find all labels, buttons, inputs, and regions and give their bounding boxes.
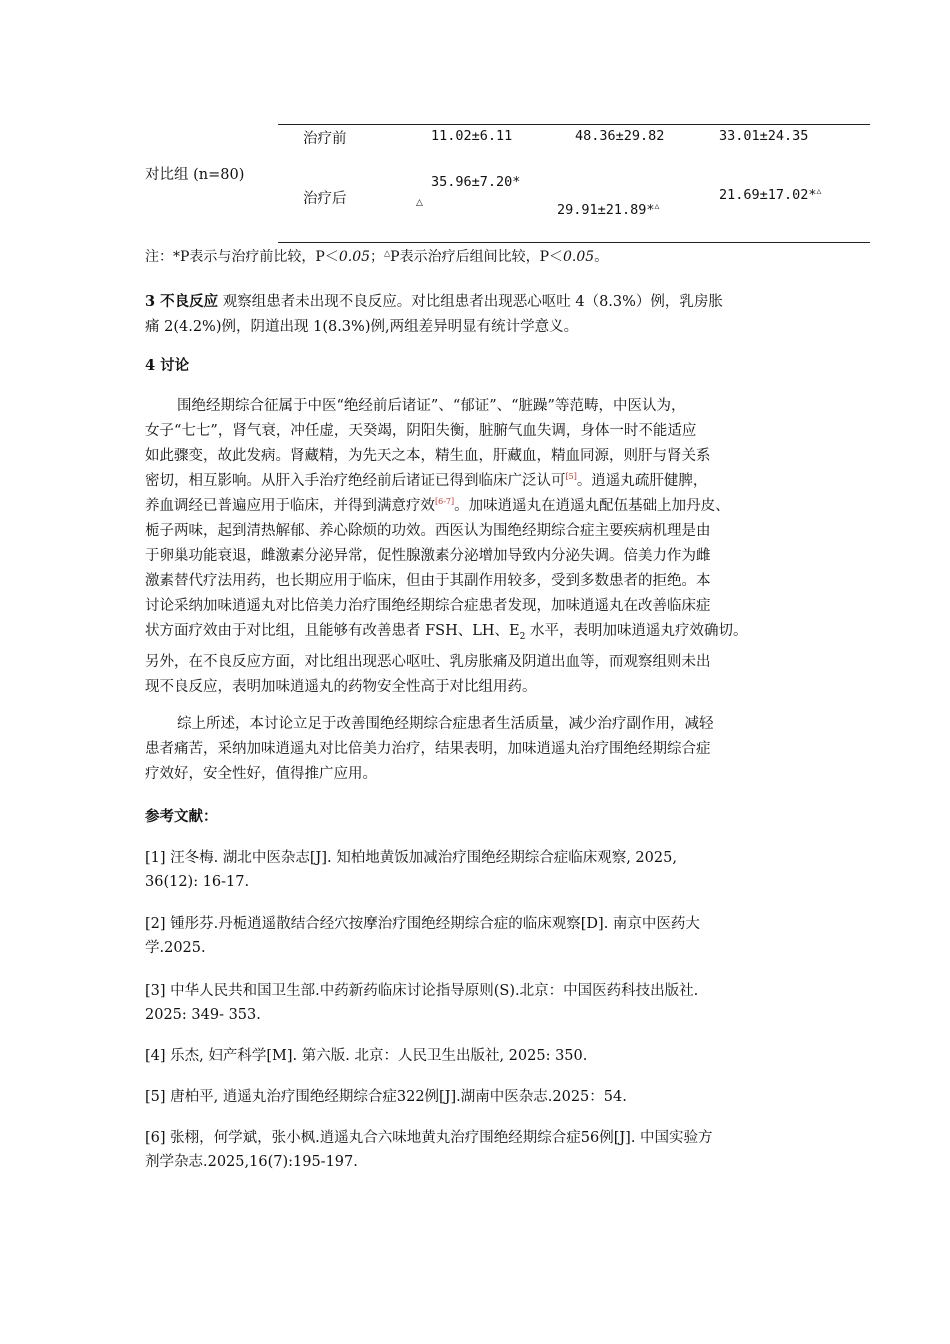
reference-item <box>145 846 825 894</box>
reference-line: 剂学杂志.2025,16(7):195-197. <box>145 1154 358 1170</box>
paragraph-line: 另外，在不良反应方面，对比组出现恶心呕吐、乳房胀痛及阴道出血等，而观察组则未出 <box>145 653 711 670</box>
table-cell: 11.02±6.11 <box>431 128 513 144</box>
reference-item <box>145 979 825 1027</box>
paragraph-line: 观察组患者未出现不良反应。对比组患者出现恶心呕吐 4（8.3%）例，乳房胀 <box>218 294 723 310</box>
table-cell <box>431 174 520 190</box>
triangle-mark: △ <box>816 186 822 196</box>
paragraph-line: 于卵巢功能衰退，雌激素分泌异常，促性腺激素分泌增加导致内分泌失调。倍美力作为雌 <box>145 548 711 564</box>
table-cell: 48.36±29.82 <box>575 128 665 144</box>
paragraph-line: 如此骤变，故此发病。肾藏精，为先天之本，精生血，肝藏血，精血同源，则肝与肾关系 <box>145 448 711 464</box>
table-note: 注：*P表示与治疗前比较，P＜0.05；△P表示治疗后组间比较，P＜0.05。 <box>145 248 609 265</box>
paragraph-line: 综上所述，本讨论立足于改善围绝经期综合症患者生活质量，减少治疗副作用，减轻 <box>177 716 714 732</box>
reference-line: 36(12): 16-17. <box>145 874 250 890</box>
table-cell-value: 29.91±21.89* <box>557 202 655 218</box>
reference-line: [2] 锺彤芬.丹栀逍遥散结合经穴按摩治疗围绝经期综合症的临床观察[D]. 南京中医药大 <box>145 916 700 932</box>
reference-line: [3] 中华人民共和国卫生部.中药新药临床讨论指导原则(S).北京：中国医药科技出版社. <box>145 983 699 999</box>
paragraph-line: 激素替代疗法用药，也长期应用于临床，但由于其副作用较多，受到多数患者的拒绝。本 <box>145 573 711 589</box>
reference-line: [5] 唐柏平, 逍遥丸治疗围绝经期综合症322例[J].湖南中医杂志.2025：54. <box>145 1089 627 1105</box>
table-row-label: 治疗前 <box>303 131 347 147</box>
citation-link[interactable]: [6-7] <box>435 497 455 507</box>
triangle-mark: △ <box>384 248 391 258</box>
subscript: 2 <box>519 631 526 642</box>
table-cell-value: 35.96±7.20* <box>431 174 521 190</box>
note-text: 。 <box>594 249 609 265</box>
reference-item <box>145 912 825 960</box>
paragraph-line: 。加味逍遥丸在逍遥丸配伍基础上加丹皮、 <box>454 498 730 514</box>
section-heading: 3 不良反应 <box>145 293 219 310</box>
paragraph-line: 养血调经已普遍应用于临床，并得到满意疗效 <box>145 498 435 514</box>
table-cell: 33.01±24.35 <box>719 128 809 144</box>
paragraph-line: 疗效好，安全性好，值得推广应用。 <box>145 766 377 782</box>
reference-item <box>145 1044 825 1068</box>
table-cell-value: 21.69±17.02* <box>719 187 817 203</box>
paragraph-line: 讨论采纳加味逍遥丸对比倍美力治疗围绝经期综合症患者发现，加味逍遥丸在改善临床症 <box>145 598 711 614</box>
paragraph-line: 。逍遥丸疏肝健脾， <box>576 473 708 489</box>
note-text: P表示治疗后组间比较，P＜ <box>390 249 564 265</box>
table-group-label: 对比组 (n=80) <box>145 167 245 183</box>
paragraph-line: 现不良反应，表明加味逍遥丸的药物安全性高于对比组用药。 <box>145 678 537 695</box>
section-adverse-reactions <box>145 289 825 340</box>
table-cell <box>557 202 659 218</box>
discussion-paragraph <box>145 394 825 700</box>
paragraph-line: 栀子两味，起到清热解郁、养心除烦的功效。西医认为围绝经期综合症主要疾病机理是由 <box>145 523 711 539</box>
reference-line: 2025: 349- 353. <box>145 1007 261 1023</box>
triangle-mark: △ <box>416 198 423 208</box>
citation-link[interactable]: [5] <box>565 472 577 482</box>
paragraph-line: 状方面疗效由于对比组，且能够有改善患者 FSH、LH、E <box>145 623 520 639</box>
section-heading: 4 讨论 <box>145 357 190 374</box>
paragraph-line: 水平，表明加味逍遥丸疗效确切。 <box>525 623 748 639</box>
references-heading: 参考文献： <box>145 808 218 825</box>
paragraph-line: 密切，相互影响。从肝入手治疗绝经前后诸证已得到临床广泛认可 <box>145 473 566 489</box>
table-top-rule <box>278 124 870 125</box>
reference-line: [1] 汪冬梅. 湖北中医杂志[J]. 知柏地黄饭加减治疗围绝经期综合症临床观察, 2025, <box>145 850 677 866</box>
table-cell <box>719 187 821 203</box>
table-bottom-rule <box>278 242 870 243</box>
reference-item <box>145 1085 825 1109</box>
reference-item <box>145 1126 825 1174</box>
paragraph-line: 女子“七七”，肾气衰，冲任虚，天癸竭，阴阳失衡，脏腑气血失调，身体一时不能适应 <box>145 423 697 439</box>
note-text: 注：*P表示与治疗前比较，P＜ <box>145 249 339 265</box>
paragraph-line: 围绝经期综合征属于中医“绝经前后诸证”、“郁证”、“脏躁”等范畴，中医认为， <box>177 398 686 414</box>
reference-line: [4] 乐杰, 妇产科学[M]. 第六版. 北京：人民卫生出版社, 2025: 350. <box>145 1048 588 1064</box>
paragraph-line: 痛 2(4.2%)例，阴道出现 1(8.3%)例,两组差异明显有统计学意义。 <box>145 319 579 335</box>
triangle-mark: △ <box>654 201 660 211</box>
note-p-value: 0.05 <box>338 249 371 265</box>
conclusion-paragraph <box>145 712 825 787</box>
note-p-value: 0.05 <box>563 249 595 265</box>
reference-line: [6] 张栩，何学斌，张小枫.逍遥丸合六味地黄丸治疗围绝经期综合症56例[J]. 中国实验方 <box>145 1130 713 1146</box>
reference-line: 学.2025. <box>145 940 206 956</box>
paragraph-line: 患者痛苦，采纳加味逍遥丸对比倍美力治疗，结果表明，加味逍遥丸治疗围绝经期综合症 <box>145 741 711 757</box>
table-row-label: 治疗后 <box>303 191 347 207</box>
